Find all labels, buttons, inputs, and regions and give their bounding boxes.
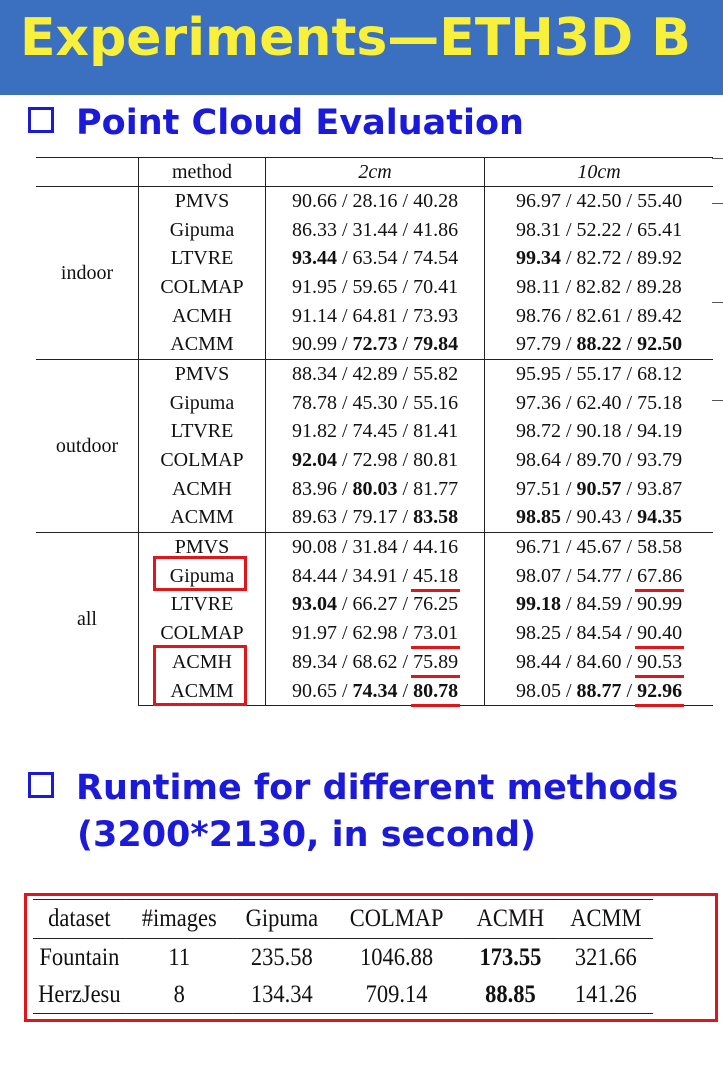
score-value: 65.41 bbox=[637, 218, 683, 241]
score-separator: / bbox=[621, 218, 638, 241]
method-cell: COLMAP bbox=[139, 619, 266, 648]
section-heading-runtime bbox=[28, 768, 678, 808]
score-value: 92.50 bbox=[637, 333, 683, 356]
score-value: 98.07 bbox=[515, 564, 561, 587]
score-value: 70.41 bbox=[413, 275, 459, 298]
method-cell: Gipuma bbox=[139, 216, 266, 245]
score-separator: / bbox=[621, 333, 638, 356]
score-cell-10cm bbox=[485, 360, 714, 389]
score-cell-10cm bbox=[485, 562, 714, 591]
table-row bbox=[36, 648, 713, 677]
score-value: 76.25 bbox=[413, 593, 459, 616]
score-cell-10cm bbox=[485, 389, 714, 418]
score-cell-2cm bbox=[266, 504, 485, 533]
table-row bbox=[36, 446, 713, 475]
score-value: 84.54 bbox=[576, 622, 622, 645]
score-separator: / bbox=[336, 449, 353, 472]
score-separator: / bbox=[397, 333, 414, 356]
score-separator: / bbox=[621, 564, 638, 587]
score-separator: / bbox=[336, 189, 353, 212]
score-separator: / bbox=[397, 420, 414, 443]
score-value: 82.61 bbox=[576, 304, 622, 327]
score-value: 74.54 bbox=[413, 247, 459, 270]
score-value: 90.43 bbox=[576, 506, 622, 529]
score-value: 92.96 bbox=[637, 679, 683, 702]
score-value: 97.36 bbox=[515, 391, 561, 414]
score-value: 62.98 bbox=[352, 622, 398, 645]
score-separator: / bbox=[397, 564, 414, 587]
score-separator: / bbox=[336, 593, 353, 616]
score-separator: / bbox=[397, 189, 414, 212]
score-value: 99.18 bbox=[515, 593, 561, 616]
score-separator: / bbox=[560, 189, 577, 212]
method-cell: Gipuma bbox=[139, 389, 266, 418]
score-value: 83.58 bbox=[413, 506, 459, 529]
score-cell-10cm bbox=[485, 273, 714, 302]
score-separator: / bbox=[621, 622, 638, 645]
score-cell-10cm bbox=[485, 619, 714, 648]
score-value: 88.34 bbox=[291, 362, 337, 385]
score-value: 88.22 bbox=[576, 333, 622, 356]
score-separator: / bbox=[336, 420, 353, 443]
method-cell: LTVRE bbox=[139, 591, 266, 620]
score-value: 73.01 bbox=[413, 622, 459, 645]
score-value: 59.65 bbox=[352, 275, 398, 298]
score-separator: / bbox=[397, 622, 414, 645]
score-value: 93.87 bbox=[637, 477, 683, 500]
score-value: 74.45 bbox=[352, 420, 398, 443]
score-cell-2cm bbox=[266, 648, 485, 677]
table-row bbox=[36, 619, 713, 648]
score-separator: / bbox=[621, 420, 638, 443]
table-row bbox=[36, 330, 713, 359]
score-value: 55.82 bbox=[413, 362, 459, 385]
score-value: 96.71 bbox=[515, 536, 561, 559]
square-bullet-icon bbox=[28, 107, 54, 133]
method-cell: ACMM bbox=[139, 504, 266, 533]
score-separator: / bbox=[560, 275, 577, 298]
score-cell-10cm bbox=[485, 504, 714, 533]
score-cell-10cm bbox=[485, 475, 714, 504]
score-value: 82.82 bbox=[576, 275, 622, 298]
score-separator: / bbox=[336, 333, 353, 356]
score-cell-2cm bbox=[266, 360, 485, 389]
score-separator: / bbox=[336, 622, 353, 645]
score-separator: / bbox=[336, 564, 353, 587]
score-value: 72.73 bbox=[352, 333, 398, 356]
score-separator: / bbox=[336, 304, 353, 327]
group-label: all bbox=[36, 533, 139, 706]
square-bullet-icon bbox=[28, 772, 54, 798]
score-value: 89.42 bbox=[637, 304, 683, 327]
score-separator: / bbox=[336, 506, 353, 529]
score-value: 90.53 bbox=[637, 650, 683, 673]
score-separator: / bbox=[560, 564, 577, 587]
rt-cell: 321.66 bbox=[574, 943, 637, 971]
table-row bbox=[36, 187, 713, 216]
score-cell-10cm bbox=[485, 330, 714, 359]
score-cell-2cm bbox=[266, 330, 485, 359]
score-value: 92.04 bbox=[291, 449, 337, 472]
score-value: 62.40 bbox=[576, 391, 622, 414]
score-value: 40.28 bbox=[413, 189, 459, 212]
rt-cell: 173.55 bbox=[479, 943, 542, 971]
score-cell-2cm bbox=[266, 216, 485, 245]
score-value: 98.76 bbox=[515, 304, 561, 327]
score-value: 72.98 bbox=[352, 449, 398, 472]
score-cell-10cm bbox=[485, 591, 714, 620]
score-value: 97.79 bbox=[515, 333, 561, 356]
score-value: 34.91 bbox=[352, 564, 398, 587]
score-value: 86.33 bbox=[291, 218, 337, 241]
score-value: 55.16 bbox=[413, 391, 459, 414]
score-value: 84.60 bbox=[576, 650, 622, 673]
score-value: 81.77 bbox=[413, 477, 459, 500]
score-value: 31.44 bbox=[352, 218, 398, 241]
method-cell: LTVRE bbox=[139, 244, 266, 273]
score-separator: / bbox=[336, 362, 353, 385]
score-value: 98.85 bbox=[515, 506, 561, 529]
table-row bbox=[36, 273, 713, 302]
score-value: 98.05 bbox=[515, 679, 561, 702]
score-separator: / bbox=[621, 506, 638, 529]
rt-header-dataset: dataset bbox=[33, 900, 126, 939]
score-cell-2cm bbox=[266, 533, 485, 562]
score-value: 83.96 bbox=[291, 477, 337, 500]
score-cell-2cm bbox=[266, 677, 485, 706]
score-value: 80.81 bbox=[413, 449, 459, 472]
edge-mark bbox=[712, 203, 723, 204]
score-cell-10cm bbox=[485, 446, 714, 475]
score-separator: / bbox=[397, 218, 414, 241]
table-row bbox=[36, 677, 713, 706]
score-cell-2cm bbox=[266, 446, 485, 475]
score-value: 80.03 bbox=[352, 477, 398, 500]
score-separator: / bbox=[560, 391, 577, 414]
score-value: 63.54 bbox=[352, 247, 398, 270]
score-value: 98.31 bbox=[515, 218, 561, 241]
rt-header-acmh: ACMH bbox=[462, 900, 558, 939]
method-cell: LTVRE bbox=[139, 418, 266, 447]
table-row bbox=[36, 418, 713, 447]
rt-cell: 141.26 bbox=[559, 976, 654, 1014]
table-row bbox=[36, 533, 713, 562]
header-10cm: 10cm bbox=[485, 158, 714, 187]
score-value: 74.34 bbox=[352, 679, 398, 702]
score-value: 90.40 bbox=[637, 622, 683, 645]
score-value: 78.78 bbox=[291, 391, 337, 414]
highlight-box-acmh-acmm bbox=[153, 645, 247, 706]
score-value: 93.04 bbox=[291, 593, 337, 616]
score-value: 90.65 bbox=[291, 679, 337, 702]
score-cell-10cm bbox=[485, 187, 714, 216]
score-value: 98.44 bbox=[515, 650, 561, 673]
table-row bbox=[36, 302, 713, 331]
score-separator: / bbox=[397, 247, 414, 270]
table-row bbox=[36, 475, 713, 504]
slide-title: Experiments—ETH3D B bbox=[20, 8, 691, 68]
score-cell-2cm bbox=[266, 302, 485, 331]
score-value: 79.84 bbox=[413, 333, 459, 356]
score-value: 67.86 bbox=[637, 564, 683, 587]
score-separator: / bbox=[621, 189, 638, 212]
score-value: 52.22 bbox=[576, 218, 622, 241]
score-value: 91.95 bbox=[291, 275, 337, 298]
score-value: 89.34 bbox=[291, 650, 337, 673]
score-cell-10cm bbox=[485, 216, 714, 245]
score-separator: / bbox=[397, 391, 414, 414]
table-row bbox=[36, 504, 713, 533]
score-value: 90.99 bbox=[291, 333, 337, 356]
score-separator: / bbox=[621, 449, 638, 472]
score-value: 90.66 bbox=[291, 189, 337, 212]
rt-cell: 88.85 bbox=[462, 976, 558, 1014]
rt-header-images: #images bbox=[126, 900, 233, 939]
header-method: method bbox=[139, 158, 266, 187]
score-value: 55.17 bbox=[576, 362, 622, 385]
score-separator: / bbox=[621, 247, 638, 270]
score-value: 80.78 bbox=[413, 679, 459, 702]
method-cell: PMVS bbox=[139, 187, 266, 216]
score-separator: / bbox=[560, 536, 577, 559]
score-value: 94.35 bbox=[637, 506, 683, 529]
method-cell: ACMM bbox=[139, 677, 266, 706]
method-cell: ACMM bbox=[139, 330, 266, 359]
score-value: 97.51 bbox=[515, 477, 561, 500]
table-row bbox=[36, 360, 713, 389]
method-cell: PMVS bbox=[139, 360, 266, 389]
rt-cell: 709.14 bbox=[331, 976, 462, 1014]
score-cell-2cm bbox=[266, 187, 485, 216]
score-separator: / bbox=[621, 650, 638, 673]
score-value: 93.79 bbox=[637, 449, 683, 472]
score-cell-10cm bbox=[485, 302, 714, 331]
score-separator: / bbox=[336, 679, 353, 702]
score-separator: / bbox=[397, 275, 414, 298]
score-separator: / bbox=[397, 593, 414, 616]
score-value: 96.97 bbox=[515, 189, 561, 212]
score-value: 79.17 bbox=[352, 506, 398, 529]
score-value: 68.12 bbox=[637, 362, 683, 385]
score-separator: / bbox=[621, 362, 638, 385]
rt-header-gipuma: Gipuma bbox=[233, 900, 331, 939]
score-cell-10cm bbox=[485, 418, 714, 447]
score-separator: / bbox=[621, 477, 638, 500]
score-value: 98.25 bbox=[515, 622, 561, 645]
score-value: 54.77 bbox=[576, 564, 622, 587]
edge-mark bbox=[712, 302, 723, 303]
score-separator: / bbox=[336, 477, 353, 500]
score-value: 81.41 bbox=[413, 420, 459, 443]
score-separator: / bbox=[397, 304, 414, 327]
score-separator: / bbox=[621, 593, 638, 616]
section-heading-point-cloud bbox=[28, 103, 524, 143]
score-separator: / bbox=[336, 275, 353, 298]
score-separator: / bbox=[336, 536, 353, 559]
section-heading-text: Runtime for different methods bbox=[76, 768, 679, 808]
score-separator: / bbox=[560, 650, 577, 673]
score-separator: / bbox=[560, 679, 577, 702]
score-separator: / bbox=[560, 333, 577, 356]
table-row bbox=[33, 939, 653, 977]
score-value: 89.63 bbox=[291, 506, 337, 529]
method-cell: ACMH bbox=[139, 302, 266, 331]
rt-header-colmap: COLMAP bbox=[331, 900, 462, 939]
score-separator: / bbox=[560, 477, 577, 500]
edge-mark bbox=[712, 400, 723, 401]
score-separator: / bbox=[560, 506, 577, 529]
table-row bbox=[36, 562, 713, 591]
score-cell-10cm bbox=[485, 533, 714, 562]
score-separator: / bbox=[397, 650, 414, 673]
section-subheading: (3200*2130, in second) bbox=[77, 815, 537, 855]
table-row bbox=[36, 244, 713, 273]
score-value: 89.92 bbox=[637, 247, 683, 270]
score-value: 45.67 bbox=[576, 536, 622, 559]
score-cell-2cm bbox=[266, 389, 485, 418]
method-cell: COLMAP bbox=[139, 273, 266, 302]
score-value: 98.64 bbox=[515, 449, 561, 472]
edge-mark bbox=[712, 158, 723, 159]
score-value: 73.93 bbox=[413, 304, 459, 327]
header-2cm: 2cm bbox=[266, 158, 485, 187]
score-separator: / bbox=[336, 218, 353, 241]
method-cell: ACMH bbox=[139, 648, 266, 677]
method-cell: Gipuma bbox=[139, 562, 266, 591]
score-value: 28.16 bbox=[352, 189, 398, 212]
method-cell: COLMAP bbox=[139, 446, 266, 475]
score-separator: / bbox=[560, 449, 577, 472]
score-value: 90.57 bbox=[576, 477, 622, 500]
score-value: 90.99 bbox=[637, 593, 683, 616]
score-value: 31.84 bbox=[352, 536, 398, 559]
score-value: 89.28 bbox=[636, 275, 682, 298]
section-heading-text: Point Cloud Evaluation bbox=[76, 103, 524, 143]
rt-header-acmm: ACMM bbox=[559, 900, 654, 939]
score-separator: / bbox=[397, 362, 414, 385]
score-cell-2cm bbox=[266, 591, 485, 620]
score-separator: / bbox=[621, 679, 638, 702]
score-separator: / bbox=[336, 650, 353, 673]
header-empty bbox=[36, 158, 139, 187]
score-separator: / bbox=[560, 218, 577, 241]
score-value: 98.11 bbox=[516, 275, 561, 298]
runtime-table bbox=[33, 899, 653, 1014]
score-cell-10cm bbox=[485, 677, 714, 706]
score-separator: / bbox=[560, 593, 577, 616]
table-row bbox=[36, 216, 713, 245]
score-value: 99.34 bbox=[515, 247, 561, 270]
score-value: 44.16 bbox=[413, 536, 459, 559]
rt-cell: 235.58 bbox=[250, 943, 313, 971]
score-value: 91.97 bbox=[291, 622, 337, 645]
highlight-box-gipuma bbox=[153, 556, 247, 591]
score-value: 88.77 bbox=[576, 679, 622, 702]
rt-cell: Fountain bbox=[39, 943, 120, 971]
score-value: 45.18 bbox=[413, 564, 459, 587]
score-value: 64.81 bbox=[352, 304, 398, 327]
table-row bbox=[36, 389, 713, 418]
table-row bbox=[36, 591, 713, 620]
score-value: 45.30 bbox=[352, 391, 398, 414]
score-value: 58.58 bbox=[637, 536, 683, 559]
score-value: 95.95 bbox=[515, 362, 561, 385]
score-value: 75.89 bbox=[413, 650, 459, 673]
group-label: indoor bbox=[36, 187, 139, 360]
score-value: 90.08 bbox=[291, 536, 337, 559]
score-value: 82.72 bbox=[576, 247, 622, 270]
table-row bbox=[33, 976, 653, 1014]
rt-cell: 134.34 bbox=[233, 976, 331, 1014]
score-value: 41.86 bbox=[413, 218, 459, 241]
method-cell: ACMH bbox=[139, 475, 266, 504]
score-separator: / bbox=[397, 536, 414, 559]
score-value: 84.59 bbox=[576, 593, 622, 616]
score-value: 94.19 bbox=[637, 420, 683, 443]
score-value: 91.14 bbox=[291, 304, 337, 327]
score-value: 68.62 bbox=[352, 650, 398, 673]
score-separator: / bbox=[397, 477, 414, 500]
rt-cell: HerzJesu bbox=[33, 976, 126, 1014]
score-cell-10cm bbox=[485, 244, 714, 273]
score-value: 89.70 bbox=[576, 449, 622, 472]
score-separator: / bbox=[621, 391, 638, 414]
score-value: 55.40 bbox=[637, 189, 683, 212]
score-value: 91.82 bbox=[291, 420, 337, 443]
score-value: 93.44 bbox=[291, 247, 337, 270]
rt-cell: 11 bbox=[168, 943, 191, 971]
score-separator: / bbox=[560, 622, 577, 645]
score-cell-2cm bbox=[266, 619, 485, 648]
rt-cell: 1046.88 bbox=[360, 943, 434, 971]
score-separator: / bbox=[397, 679, 414, 702]
score-cell-2cm bbox=[266, 475, 485, 504]
score-separator: / bbox=[621, 536, 638, 559]
title-banner bbox=[0, 0, 723, 95]
score-value: 98.72 bbox=[515, 420, 561, 443]
score-separator: / bbox=[397, 506, 414, 529]
score-separator: / bbox=[560, 304, 577, 327]
score-value: 66.27 bbox=[352, 593, 398, 616]
rt-cell: 8 bbox=[126, 976, 233, 1014]
group-label: outdoor bbox=[36, 360, 139, 533]
score-separator: / bbox=[560, 247, 577, 270]
score-value: 42.50 bbox=[576, 189, 622, 212]
score-value: 75.18 bbox=[637, 391, 683, 414]
score-separator: / bbox=[560, 420, 577, 443]
score-separator: / bbox=[336, 391, 353, 414]
score-separator: / bbox=[336, 247, 353, 270]
score-cell-10cm bbox=[485, 648, 714, 677]
score-separator: / bbox=[621, 304, 638, 327]
method-cell: PMVS bbox=[139, 533, 266, 562]
score-separator: / bbox=[397, 449, 414, 472]
score-cell-2cm bbox=[266, 244, 485, 273]
point-cloud-table bbox=[36, 157, 713, 706]
score-cell-2cm bbox=[266, 562, 485, 591]
score-value: 84.44 bbox=[291, 564, 337, 587]
score-value: 42.89 bbox=[352, 362, 398, 385]
score-value: 90.18 bbox=[576, 420, 622, 443]
score-cell-2cm bbox=[266, 418, 485, 447]
score-separator: / bbox=[560, 362, 577, 385]
score-separator: / bbox=[621, 275, 637, 298]
score-cell-2cm bbox=[266, 273, 485, 302]
